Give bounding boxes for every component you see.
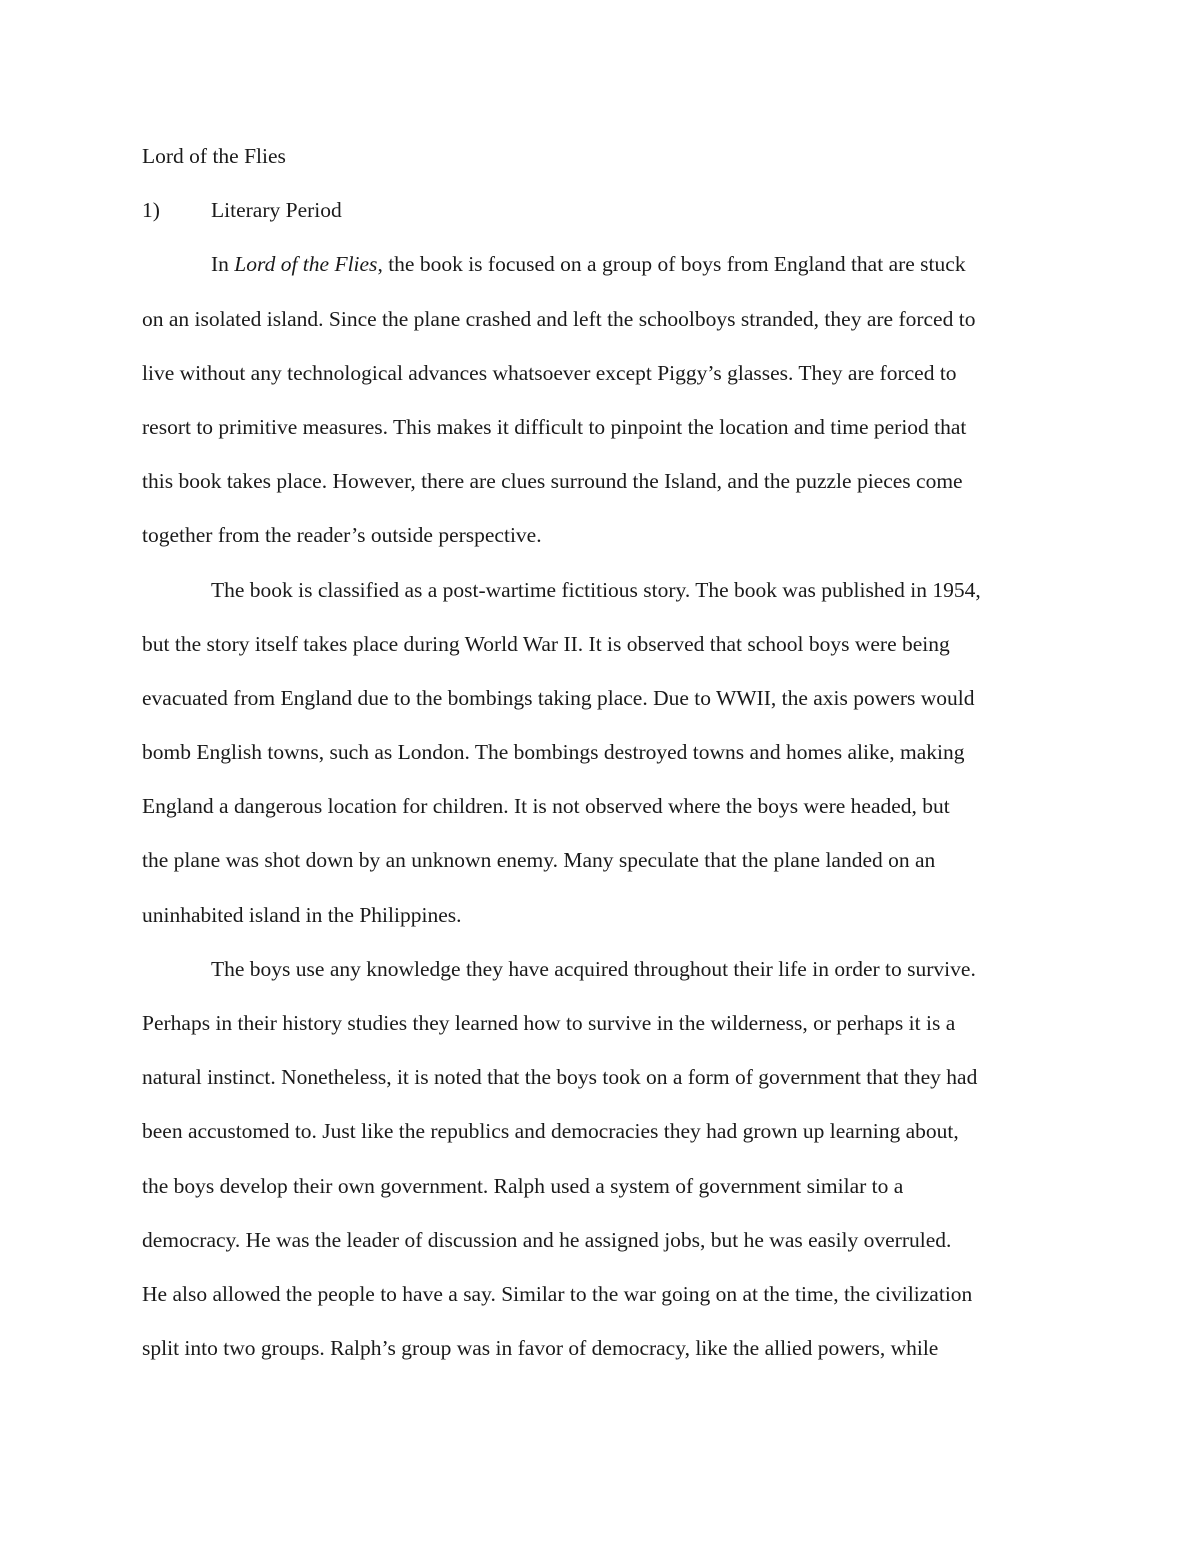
paragraph-line: evacuated from England due to the bombings taking place. Due to WWII, the axis powers would	[142, 685, 975, 710]
paragraph-line: bomb English towns, such as London. The bombings destroyed towns and homes alike, making	[142, 740, 965, 765]
paragraph-line: resort to primitive measures. This makes it difficult to pinpoint the location and time period that	[142, 414, 967, 439]
paragraph-line: on an isolated island. Since the plane crashed and left the schoolboys stranded, they are forced to	[142, 306, 976, 331]
section-label: Literary Period	[211, 198, 342, 223]
paragraph-line: but the story itself takes place during World War II. It is observed that school boys were being	[142, 631, 950, 656]
paragraph-line: split into two groups. Ralph’s group was in favor of democracy, like the allied powers, while	[142, 1336, 939, 1361]
paragraph-line: natural instinct. Nonetheless, it is noted that the boys took on a form of government that they had	[142, 1065, 978, 1090]
section-heading	[142, 191, 1062, 245]
paragraph-3	[142, 950, 1062, 1384]
paragraph-line: democracy. He was the leader of discussion and he assigned jobs, but he was easily overruled.	[142, 1227, 952, 1252]
paragraph-line	[142, 950, 1062, 1004]
paragraph-2	[142, 571, 1062, 950]
line-text: The book is classified as a post-wartime fictitious story. The book was published in 1954,	[211, 577, 981, 602]
paragraph-line: this book takes place. However, there are clues surround the Island, and the puzzle pieces come	[142, 469, 963, 494]
paragraph-line: the plane was shot down by an unknown enemy. Many speculate that the plane landed on an	[142, 848, 936, 873]
document-body	[142, 137, 1062, 1383]
paragraph-line: been accustomed to. Just like the republics and democracies they had grown up learning about,	[142, 1119, 959, 1144]
section-number: 1)	[142, 198, 160, 223]
line-text: In	[211, 252, 235, 277]
title-text: Lord of the Flies	[142, 144, 286, 168]
paragraph-line: the boys develop their own government. Ralph used a system of government similar to a	[142, 1173, 904, 1198]
document-title	[142, 137, 1062, 191]
line-text: , the book is focused on a group of boys from England that are stuck	[377, 252, 966, 277]
paragraph-line: England a dangerous location for children. It is not observed where the boys were headed, but	[142, 794, 950, 819]
book-title-italic: Lord of the Flies	[234, 252, 378, 277]
paragraph-line	[142, 571, 1062, 625]
paragraph-1	[142, 245, 1062, 570]
paragraph-line	[142, 245, 1062, 299]
paragraph-line: together from the reader’s outside perspective.	[142, 523, 542, 548]
line-text: The boys use any knowledge they have acquired throughout their life in order to survive.	[211, 956, 976, 981]
paragraph-line: uninhabited island in the Philippines.	[142, 902, 462, 927]
paragraph-line: live without any technological advances whatsoever except Piggy’s glasses. They are forced to	[142, 360, 957, 385]
paragraph-line: Perhaps in their history studies they learned how to survive in the wilderness, or perhaps it is a	[142, 1011, 956, 1035]
paragraph-line: He also allowed the people to have a say. Similar to the war going on at the time, the civilization	[142, 1281, 973, 1306]
